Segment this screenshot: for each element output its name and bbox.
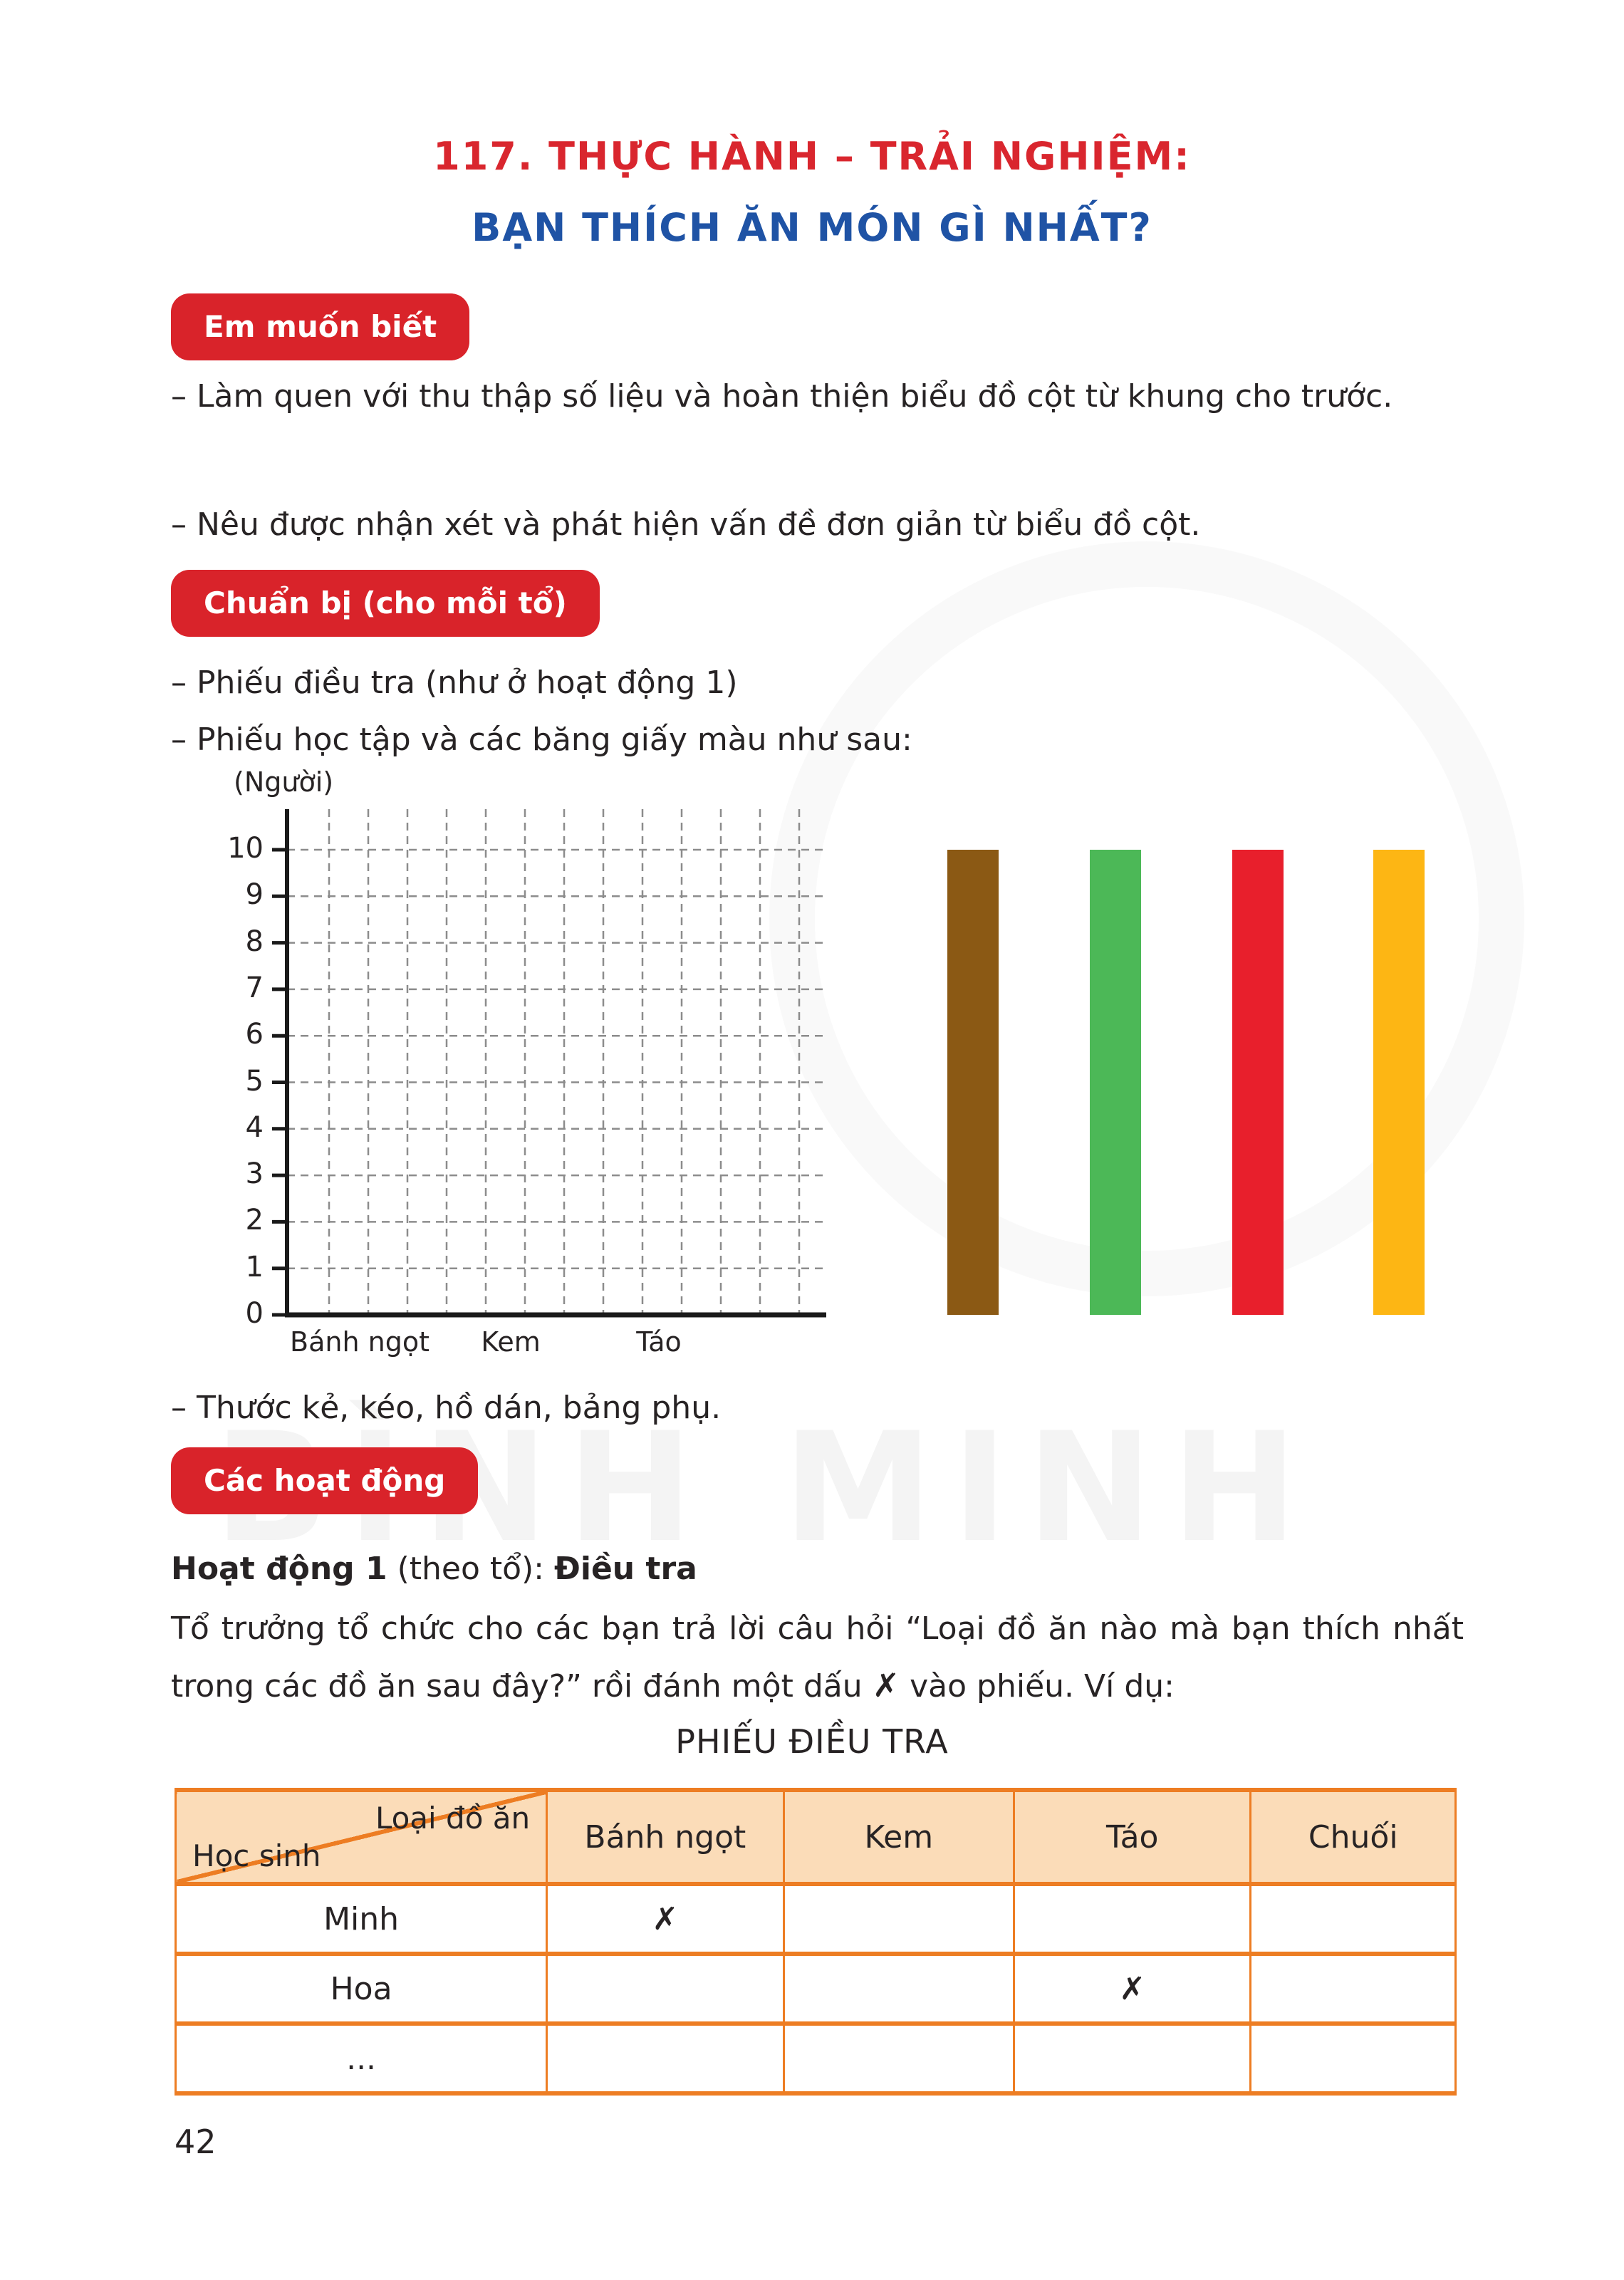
ballot-x-mark-inline: ✗ — [872, 1666, 900, 1705]
lesson-title-blue: BẠN THÍCH ĂN MÓN GÌ NHẤT? — [472, 205, 1152, 250]
y-tick-10: 10 — [227, 832, 264, 865]
paper-strip-yellow — [1373, 850, 1425, 1315]
activity-1-label: Hoạt động 1 — [171, 1551, 387, 1587]
activity-1-mode: (theo tổ): — [387, 1551, 554, 1587]
section-badge-chuan-bi: Chuẩn bị (cho mỗi tổ) — [171, 570, 600, 637]
mark-cell — [1251, 1954, 1456, 2024]
corner-header-cell — [176, 1790, 547, 1884]
y-tick-2: 2 — [245, 1204, 264, 1237]
page-number: 42 — [175, 2123, 217, 2161]
y-tick-9: 9 — [245, 878, 264, 912]
chart-y-unit-label: (Người) — [234, 766, 334, 798]
activity-1-heading — [171, 1541, 1464, 1597]
column-header-banh-ngot: Bánh ngọt — [547, 1790, 784, 1884]
paper-strip-red — [1232, 850, 1284, 1315]
paper-strip-green — [1090, 850, 1141, 1315]
bullet-neu-duoc: – Nêu được nhận xét và phát hiện vấn đề đơn giản từ biểu đồ cột. — [171, 506, 1201, 543]
mark-cell — [1014, 1884, 1251, 1954]
mark-cell: ✗ — [547, 1884, 784, 1954]
x-label-banh-ngot: Bánh ngọt — [290, 1326, 430, 1358]
survey-table — [175, 1788, 1457, 2096]
corner-label-student: Học sinh — [192, 1838, 321, 1873]
bar-chart-grid — [271, 809, 828, 1321]
column-header-chuoi: Chuối — [1251, 1790, 1456, 1884]
column-header-kem: Kem — [784, 1790, 1014, 1884]
mark-cell — [784, 2024, 1014, 2093]
column-header-tao: Táo — [1014, 1790, 1251, 1884]
y-tick-8: 8 — [245, 925, 264, 958]
y-tick-1: 1 — [245, 1250, 264, 1284]
chart-y-axis-labels — [177, 832, 264, 1331]
mark-cell — [1251, 2024, 1456, 2093]
corner-label-food-type: Loại đồ ăn — [375, 1801, 531, 1836]
paper-strip-brown — [947, 850, 999, 1315]
bullet-phieu-dieu-tra: – Phiếu điều tra (như ở hoạt động 1) — [171, 665, 738, 701]
bullet-thuoc-ke: – Thước kẻ, kéo, hồ dán, bảng phụ. — [171, 1390, 722, 1426]
lesson-title-red: 117. THỰC HÀNH – TRẢI NGHIỆM: — [433, 134, 1191, 179]
survey-table-title: PHIẾU ĐIỀU TRA — [675, 1722, 949, 1761]
mark-cell: ✗ — [1014, 1954, 1251, 2024]
x-label-tao: Táo — [636, 1326, 682, 1358]
y-tick-4: 4 — [245, 1110, 264, 1144]
mark-cell — [547, 2024, 784, 2093]
section-badge-em-muon-biet: Em muốn biết — [171, 293, 469, 360]
bullet-lam-quen: – Làm quen với thu thập số liệu và hoàn thiện biểu đồ cột từ khung cho trước. — [171, 378, 1393, 415]
student-name-cell: ... — [176, 2024, 547, 2093]
y-tick-6: 6 — [245, 1018, 264, 1051]
table-row-hoa — [176, 1954, 1456, 2024]
table-row-ellipsis — [176, 2024, 1456, 2093]
activity-1-name: Điều tra — [554, 1551, 697, 1587]
x-label-kem: Kem — [481, 1326, 541, 1358]
student-name-cell: Minh — [176, 1884, 547, 1954]
y-tick-0: 0 — [245, 1297, 264, 1331]
y-tick-3: 3 — [245, 1157, 264, 1191]
survey-header-row — [176, 1790, 1456, 1884]
bullet-phieu-hoc-tap: – Phiếu học tập và các băng giấy màu như sau: — [171, 722, 912, 758]
mark-cell — [784, 1954, 1014, 2024]
mark-cell — [1014, 2024, 1251, 2093]
mark-cell — [784, 1884, 1014, 1954]
table-row-minh — [176, 1884, 1456, 1954]
student-name-cell: Hoa — [176, 1954, 547, 2024]
activity-1-instructions: Tổ trưởng tổ chức cho các bạn trả lời câu hỏi “Loại đồ ăn nào mà bạn thích nhất trong các đồ ăn sau đây?” rồi đánh một dấu ✗ vào phiếu. Ví dụ: — [171, 1610, 1464, 1705]
mark-cell — [1251, 1884, 1456, 1954]
y-tick-5: 5 — [245, 1064, 264, 1098]
y-tick-7: 7 — [245, 972, 264, 1005]
section-badge-cac-hoat-dong: Các hoạt động — [171, 1447, 478, 1514]
mark-cell — [547, 1954, 784, 2024]
